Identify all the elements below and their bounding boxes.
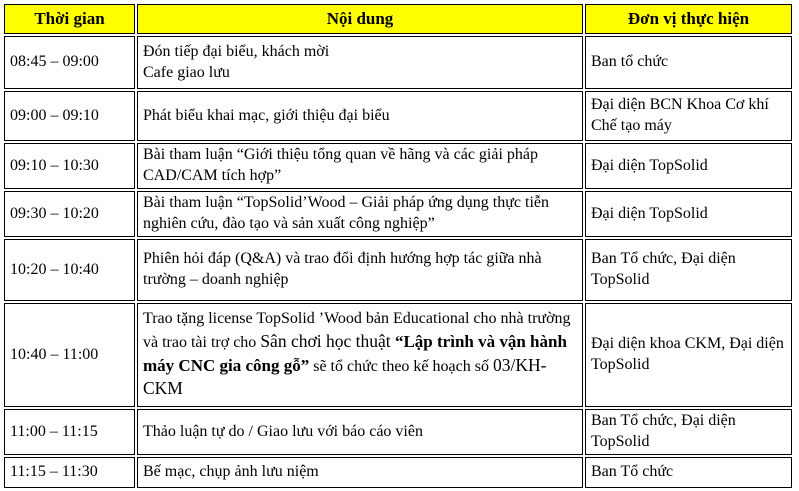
content-segment: Bế mạc, chụp ảnh lưu niệm (143, 463, 319, 481)
content-line (143, 422, 577, 443)
agenda-body (4, 36, 792, 488)
content-line (143, 63, 577, 84)
unit-cell: Đại diện BCN Khoa Cơ khí Chế tạo máy (585, 91, 792, 141)
content-line (143, 106, 577, 127)
content-segment: Trao tặng license TopSolid ’Wood bản Educational cho nhà trường và trao tài trợ cho (143, 309, 571, 351)
content-segment: Bài tham luận “TopSolid’Wood – Giải pháp ứng dụng thực tiễn nghiên cứu, đào tạo và sản xuất công nghiệp” (143, 194, 549, 232)
time-cell: 11:00 – 11:15 (4, 409, 135, 455)
unit-cell: Ban Tổ chức, Đại diện TopSolid (585, 239, 792, 301)
table-row (4, 143, 792, 189)
content-cell (137, 409, 583, 455)
content-segment: Phiên hỏi đáp (Q&A) và trao đổi định hướng hợp tác giữa nhà trường – doanh nghiệp (143, 250, 542, 288)
time-cell: 09:10 – 10:30 (4, 143, 135, 189)
content-line (143, 462, 577, 483)
column-header-time: Thời gian (4, 4, 135, 34)
unit-cell: Đại diện khoa CKM, Đại diện TopSolid (585, 303, 792, 407)
content-segment: 03/KH-CKM (143, 354, 547, 399)
time-cell: 11:15 – 11:30 (4, 457, 135, 488)
content-segment: Phát biểu khai mạc, giới thiệu đại biểu (143, 106, 390, 124)
table-row (4, 191, 792, 237)
content-cell (137, 191, 583, 237)
unit-cell: Ban Tổ chức (585, 457, 792, 488)
table-row (4, 303, 792, 407)
content-cell (137, 457, 583, 488)
content-line (143, 193, 577, 235)
unit-cell: Ban tổ chức (585, 36, 792, 89)
content-cell (137, 303, 583, 407)
column-header-content: Nội dung (137, 4, 583, 34)
content-line (143, 145, 577, 187)
time-cell: 10:40 – 11:00 (4, 303, 135, 407)
table-row (4, 409, 792, 455)
time-cell: 09:00 – 09:10 (4, 91, 135, 141)
content-segment: Thảo luận tự do / Giao lưu với báo cáo viên (143, 422, 423, 440)
content-cell (137, 239, 583, 301)
content-line (143, 249, 577, 291)
content-line (143, 42, 577, 63)
content-segment: Bài tham luận “Giới thiệu tổng quan về hãng và các giải pháp CAD/CAM tích hợp” (143, 146, 539, 184)
time-cell: 09:30 – 10:20 (4, 191, 135, 237)
content-segment: “Lập trình và vận hành máy CNC gia công gỗ” (143, 331, 567, 375)
agenda-table (2, 2, 794, 490)
content-segment: Cafe giao lưu (143, 63, 230, 81)
unit-cell: Đại diện TopSolid (585, 143, 792, 189)
table-row (4, 239, 792, 301)
content-segment: sẽ tổ chức theo kế hoạch số (309, 357, 493, 375)
header-row (4, 4, 792, 34)
content-segment: Sân chơi học thuật (260, 330, 395, 351)
content-segment: Đón tiếp đại biểu, khách mời (143, 42, 330, 60)
unit-cell: Ban Tổ chức, Đại diện TopSolid (585, 409, 792, 455)
content-cell (137, 91, 583, 141)
table-row (4, 91, 792, 141)
column-header-unit: Đơn vị thực hiện (585, 4, 792, 34)
content-line (143, 309, 577, 401)
content-cell (137, 143, 583, 189)
content-cell (137, 36, 583, 89)
unit-cell: Đại diện TopSolid (585, 191, 792, 237)
time-cell: 08:45 – 09:00 (4, 36, 135, 89)
time-cell: 10:20 – 10:40 (4, 239, 135, 301)
table-row (4, 36, 792, 89)
table-row (4, 457, 792, 488)
